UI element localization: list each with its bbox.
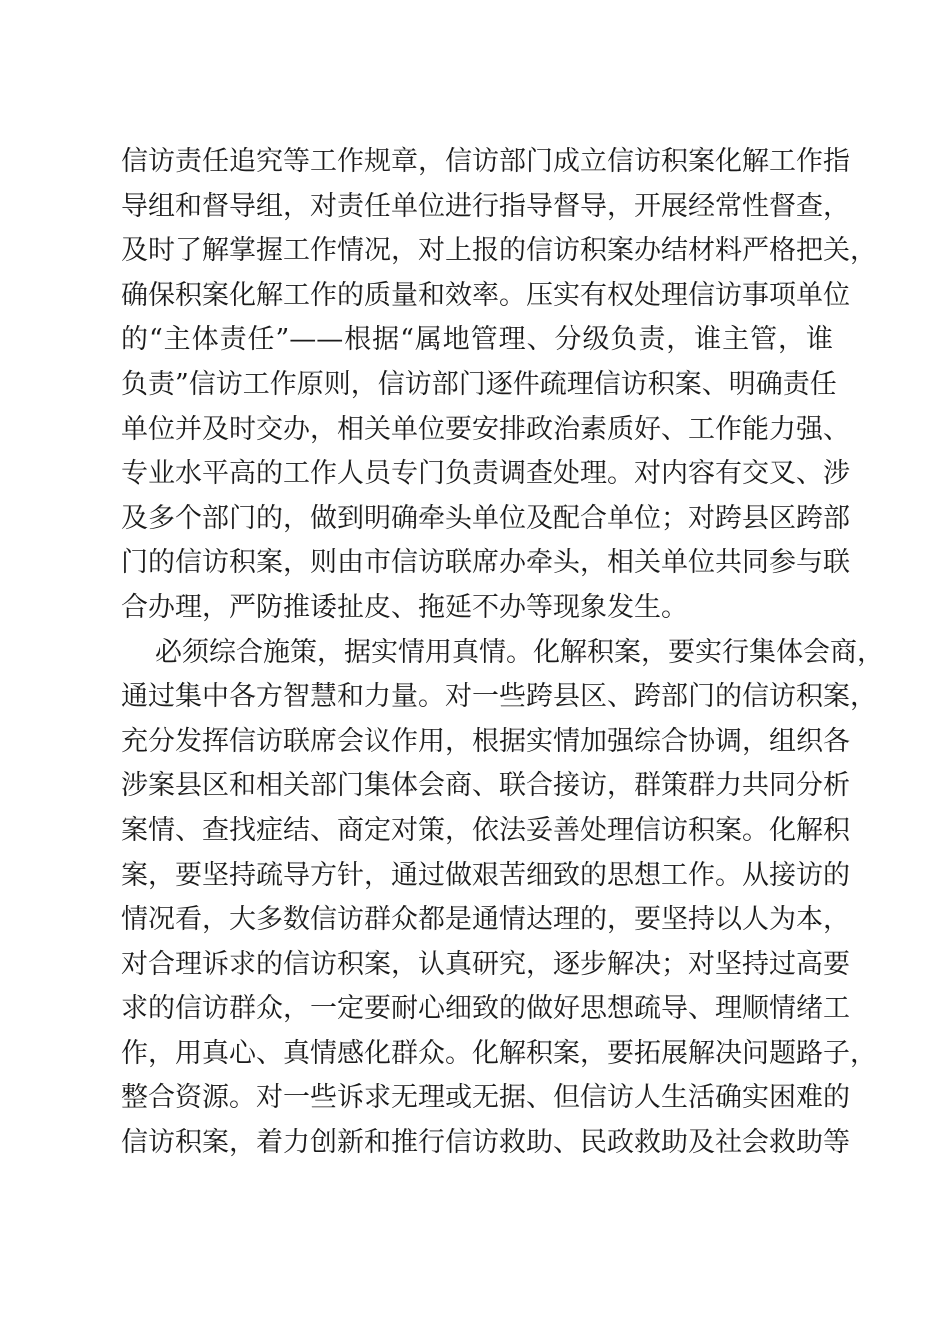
text-line: 导组和督导组，对责任单位进行指导督导，开展经常性督查，	[121, 190, 850, 222]
text-line: 信访积案，着力创新和推行信访救助、民政救助及社会救助等	[121, 1127, 850, 1159]
text-line: 案，要坚持疏导方针，通过做艰苦细致的思想工作。从接访的	[121, 859, 850, 891]
text-line: 单位并及时交办，相关单位要安排政治素质好、工作能力强、	[121, 413, 850, 445]
text-line: 确保积案化解工作的质量和效率。压实有权处理信访事项单位	[121, 279, 850, 311]
paragraph-end-line: 合办理，严防推诿扯皮、拖延不办等现象发生。	[121, 591, 688, 623]
text-line: 信访责任追究等工作规章，信访部门成立信访积案化解工作指	[121, 146, 850, 177]
text-line: 对合理诉求的信访积案，认真研究，逐步解决；对坚持过高要	[121, 948, 850, 980]
text-line: 门的信访积案，则由市信访联席办牵头，相关单位共同参与联	[121, 547, 850, 579]
text-line: 整合资源。对一些诉求无理或无据、但信访人生活确实困难的	[121, 1082, 850, 1114]
paragraph-first-line: 必须综合施策，据实情用真情。化解积案，要实行集体会商，	[155, 636, 884, 668]
text-line: 涉案县区和相关部门集体会商、联合接访，群策群力共同分析	[121, 770, 850, 802]
text-line: 通过集中各方智慧和力量。对一些跨县区、跨部门的信访积案，	[121, 681, 877, 713]
text-line: 充分发挥信访联席会议作用，根据实情加强综合协调，组织各	[121, 725, 850, 757]
text-line: 及时了解掌握工作情况，对上报的信访积案办结材料严格把关，	[121, 235, 877, 267]
text-line: 情况看，大多数信访群众都是通情达理的，要坚持以人为本，	[121, 904, 850, 936]
text-line: 求的信访群众，一定要耐心细致的做好思想疏导、理顺情绪工	[121, 993, 850, 1025]
body-text	[121, 140, 884, 1166]
text-line: 负责”信访工作原则，信访部门逐件疏理信访积案、明确责任	[121, 368, 837, 400]
text-line: 案情、查找症结、商定对策，依法妥善处理信访积案。化解积	[121, 814, 850, 846]
text-line: 作，用真心、真情感化群众。化解积案，要拓展解决问题路子，	[121, 1037, 877, 1069]
text-line: 的“主体责任”——根据“属地管理、分级负责，谁主管，谁	[121, 324, 833, 356]
text-line: 专业水平高的工作人员专门负责调查处理。对内容有交叉、涉	[121, 458, 850, 490]
text-line: 及多个部门的，做到明确牵头单位及配合单位；对跨县区跨部	[121, 502, 850, 534]
